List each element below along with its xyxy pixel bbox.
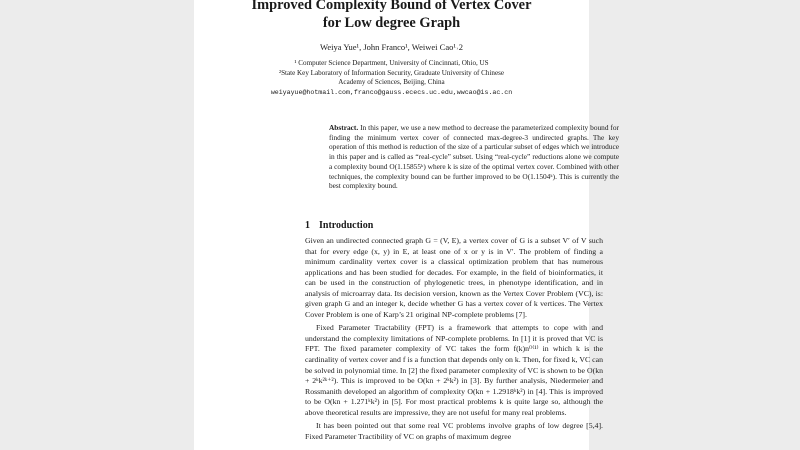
paragraph-1: Given an undirected connected graph G = (V, E), a vertex cover of G is a subset V′ of V such that for every edge (x, y) in E, at least one of x or y is in V′. The problem of finding a minimum cardinality vertex cover is a classical optimization problem that has numerous applications and has been studied for decades. For example, in the field of bioinformatics, it can be used in the construction of phylogenetic trees, in phenotype identification, and in analysis of microarray data. Its decision version, known as the Vertex Cover Problem (VC), is: given graph G and an integer k, decide whether G has a vertex cover of k vertices. The Vertex Cover Problem is one of Karp’s 21 original NP-complete problems [7]. [305,236,603,319]
affiliation-1: ¹ Computer Science Department, University of Cincinnati, Ohio, US [294,59,489,67]
paper-title [194,0,589,32]
title-line-2: for Low degree Graph [322,15,461,31]
section-body [305,236,603,445]
paragraph-3: It has been pointed out that some real VC problems involve graphs of low degree [5,4]. Fixed Parameter Tractibility of VC on graphs of maximum degree [305,421,603,441]
affiliations [194,59,589,97]
title-line-1: Improved Complexity Bound of Vertex Cover [251,0,532,13]
affiliation-3: Academy of Sciences, Beijing, China [338,78,445,87]
affiliation-2: ²State Key Laboratory of Information Security, Graduate University of Chinese [278,68,505,77]
paper-page [194,0,619,450]
abstract-text: In this paper, we use a new method to decrease the parameterized complexity bound for finding the minimum vertex cover of connected max-degree-3 undirected graphs. The key operation of this method is reduction of the size of a particular subset of edges which we introduce in this paper and is called as “real-cycle” subset. Using “real-cycle” reductions alone we compute a complexity bound O(1.15855ᵏ) where k is size of the optimal vertex cover. Combined with other techniques, the complexity bound can be further improved to be O(1.1504ᵏ). This is currently the best complexity bound. [329,123,619,191]
section-title: Introduction [319,220,374,231]
section-heading [305,220,373,231]
paragraph-2: Fixed Parameter Tractability (FPT) is a framework that attempts to cope with and understand the complexity limitations of NP-complete problems. In [1] it is proved that VC is FPT. The fixed parameter complexity of VC takes the form f(k)nᴼ⁽¹⁾ in which k is the cardinality of vertex cover and f is a function that depends only on k. Then, for fixed k, VC can be solved in polynomial time. In [2] the fixed parameter complexity of VC is shown to be O(kn + 2ᵏk²ᵏ⁺²). This is improved to be O(kn + 2ᵏk²) in [3]. By further analysis, Niedermeier and Rossmanith developed an algorithm of complexity O(kn + 1.2918ᵏk²) in [4]. This is improved to be O(kn + 1.271ᵏk²) in [5]. For most practical problems k is quite large so, although the above theoretical results are impressive, they are not useful for many real problems. [305,323,603,417]
abstract-label: Abstract. [329,123,359,132]
section-number: 1 [305,220,310,231]
author-list: Weiya Yue¹, John Franco¹, Weiwei Cao¹˒2 [320,42,463,52]
author-emails: weiyayue@hotmail.com,franco@gauss.ececs.uc.edu,wwcao@is.ac.cn [270,88,513,96]
abstract [329,123,619,191]
